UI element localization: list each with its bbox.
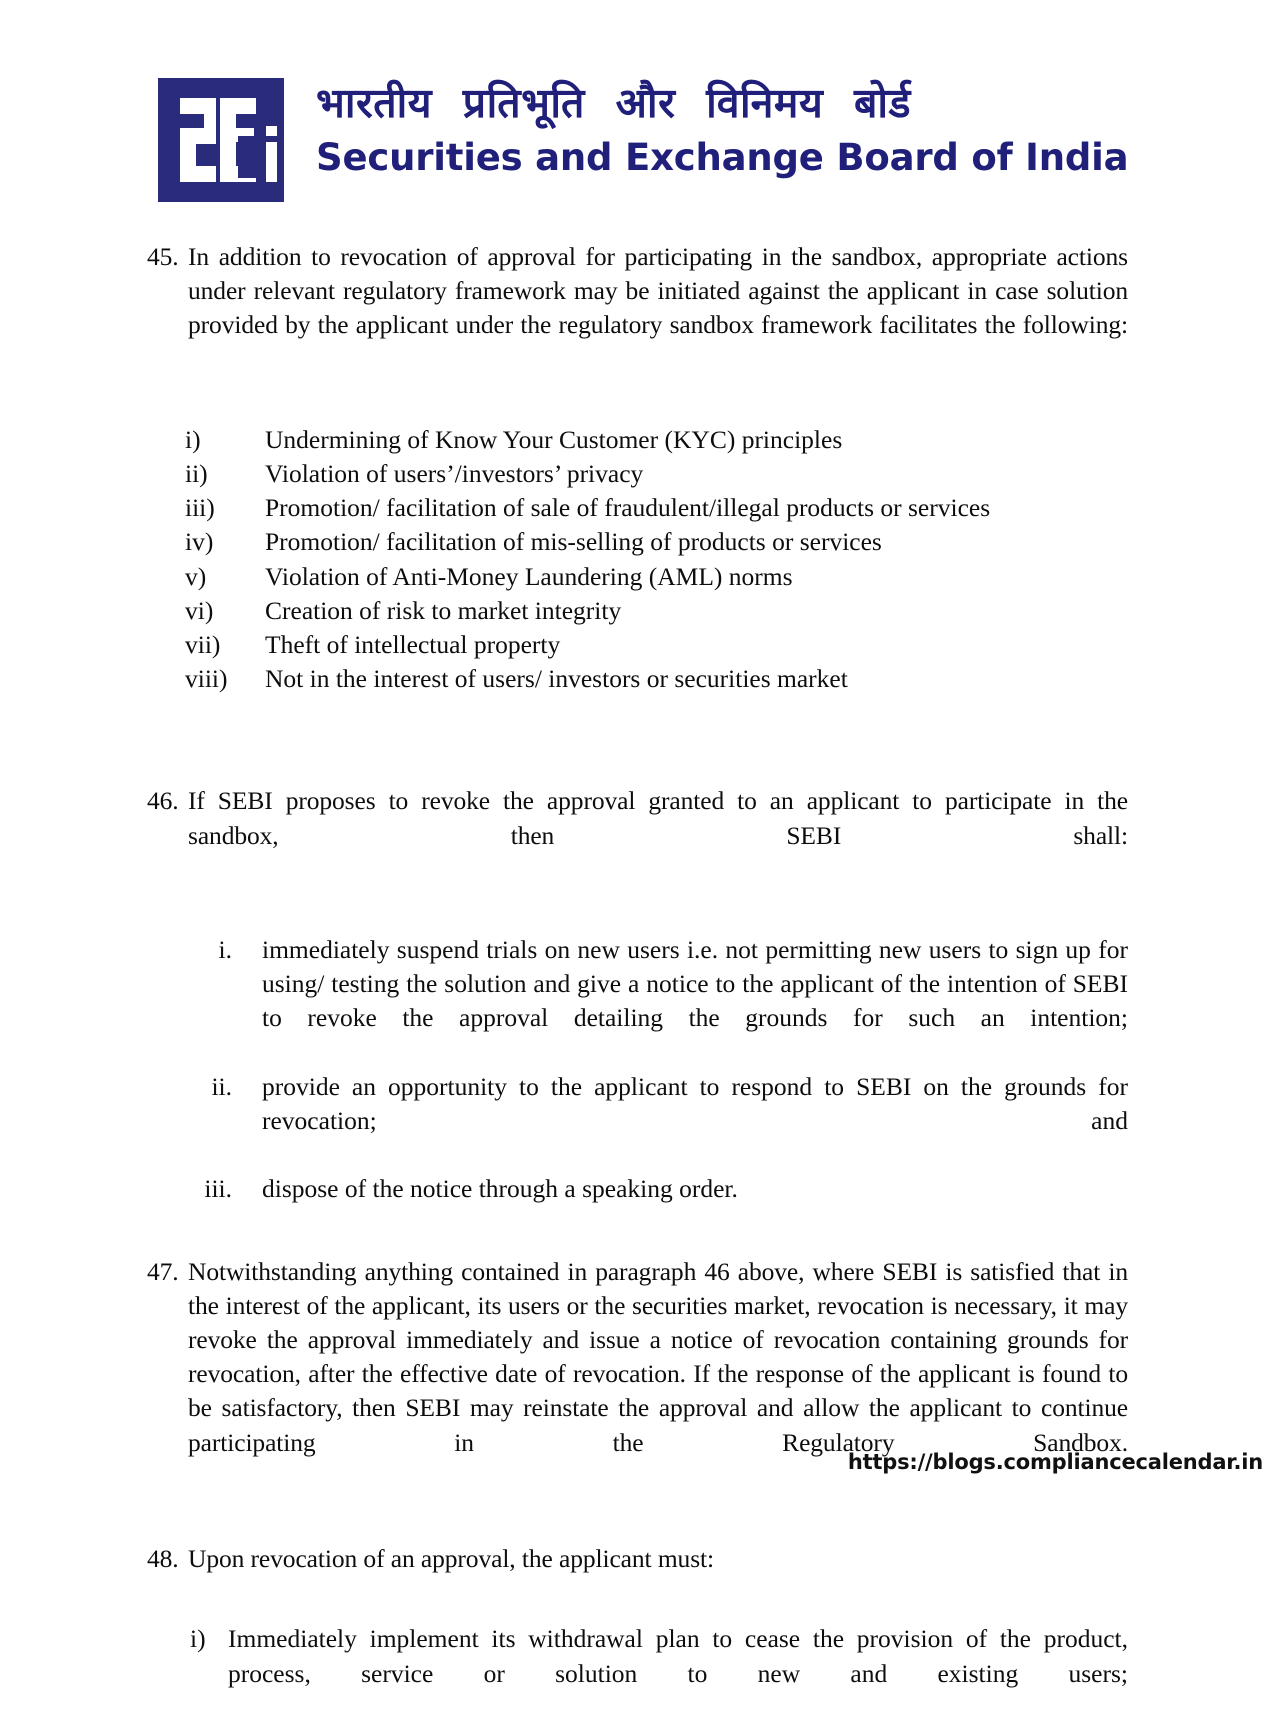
list-marker: viii) xyxy=(185,664,228,694)
list-paragraph-46 xyxy=(0,933,1275,1207)
list-marker: v) xyxy=(185,561,207,591)
logo-english-title: Securities and Exchange Board of India xyxy=(316,136,1129,180)
logo-text-block xyxy=(316,78,1128,182)
list-item-label: Not in the interest of users/ investors or securities market xyxy=(265,664,848,694)
list-paragraph-45 xyxy=(0,423,1275,697)
logo-hindi-title: भारतीय प्रतिभूति और विनिमय बोर्ड xyxy=(316,79,911,127)
list-marker: ii) xyxy=(185,459,208,489)
list-marker: i. xyxy=(218,935,232,965)
list-item xyxy=(0,423,1275,457)
list-item xyxy=(0,594,1275,628)
list-marker: i) xyxy=(185,424,201,454)
list-item xyxy=(0,1070,1275,1173)
list-item-label: Promotion/ facilitation of mis-selling of products or services xyxy=(265,527,882,557)
paragraph-45 xyxy=(0,240,1275,377)
list-item xyxy=(0,662,1275,696)
list-marker: iii) xyxy=(185,493,215,523)
list-item xyxy=(0,933,1275,1070)
paragraph-48 xyxy=(0,1542,1275,1576)
paragraph-45-text: In addition to revocation of approval for participating in the sandbox, appropriate actions under relevant regulatory framework may be initiated against the applicant in case solution provided by the applicant under the regulatory sandbox framework facilitates the following: xyxy=(188,242,1128,340)
list-marker: vi) xyxy=(185,595,214,625)
paragraph-47-number: 47. xyxy=(147,1256,179,1286)
footer-source-url[interactable]: https://blogs.compliancecalendar.in xyxy=(847,1450,1263,1474)
list-item-label: Creation of risk to market integrity xyxy=(265,595,622,625)
paragraph-47-text: Notwithstanding anything contained in paragraph 46 above, where SEBI is satisfied that in the interest of the applicant, its users or the securities market, revocation is necessary, it may revoke the approval immediately and issue a notice of revocation containing grounds for revocation, after the effective date of revocation. If the response of the applicant is found to be satisfactory, then SEBI may reinstate the approval and allow the applicant to continue participating in the Regulatory Sandbox. xyxy=(188,1256,1128,1457)
paragraph-46 xyxy=(0,784,1275,887)
list-item-label: Theft of intellectual property xyxy=(265,630,561,660)
document-body xyxy=(0,240,1275,1725)
sebi-logo-lockup xyxy=(158,78,1128,202)
list-item xyxy=(0,560,1275,594)
paragraph-48-text: Upon revocation of an approval, the applicant must: xyxy=(188,1544,714,1574)
list-marker: iii. xyxy=(204,1174,232,1204)
list-item-label: immediately suspend trials on new users i.e. not permitting new users to sign up for using/ testing the solution and give a notice to the applicant of the intention of SEBI to revoke the approval detailing the grounds for such an intention; xyxy=(262,935,1128,1033)
list-marker: vii) xyxy=(185,630,221,660)
paragraph-46-number: 46. xyxy=(147,786,179,816)
list-item xyxy=(0,1172,1275,1206)
list-paragraph-48 xyxy=(0,1622,1275,1725)
document-header xyxy=(0,0,1275,230)
list-item xyxy=(0,1622,1275,1725)
list-marker: i) xyxy=(190,1624,206,1654)
list-item-label: Violation of Anti-Money Laundering (AML) norms xyxy=(265,561,793,591)
paragraph-46-text: If SEBI proposes to revoke the approval granted to an applicant to participate in the sandbox, then SEBI shall: xyxy=(188,786,1128,850)
list-marker: ii. xyxy=(211,1071,232,1101)
list-item xyxy=(0,491,1275,525)
list-item xyxy=(0,525,1275,559)
sebi-logo-icon xyxy=(158,78,284,202)
list-item-label: Immediately implement its withdrawal plan to cease the provision of the product, process, service or solution to new and existing users; xyxy=(228,1624,1128,1688)
paragraph-45-number: 45. xyxy=(147,242,179,271)
list-item-label: Undermining of Know Your Customer (KYC) principles xyxy=(265,424,843,454)
list-item xyxy=(0,457,1275,491)
list-item-label: provide an opportunity to the applicant to respond to SEBI on the grounds for revocation; and xyxy=(262,1071,1128,1136)
list-item xyxy=(0,628,1275,662)
paragraph-48-number: 48. xyxy=(147,1544,179,1574)
list-item-label: dispose of the notice through a speaking order. xyxy=(262,1174,738,1204)
list-item-label: Violation of users’/investors’ privacy xyxy=(265,459,644,489)
list-item-label: Promotion/ facilitation of sale of fraudulent/illegal products or services xyxy=(265,493,991,523)
list-marker: iv) xyxy=(185,527,214,557)
